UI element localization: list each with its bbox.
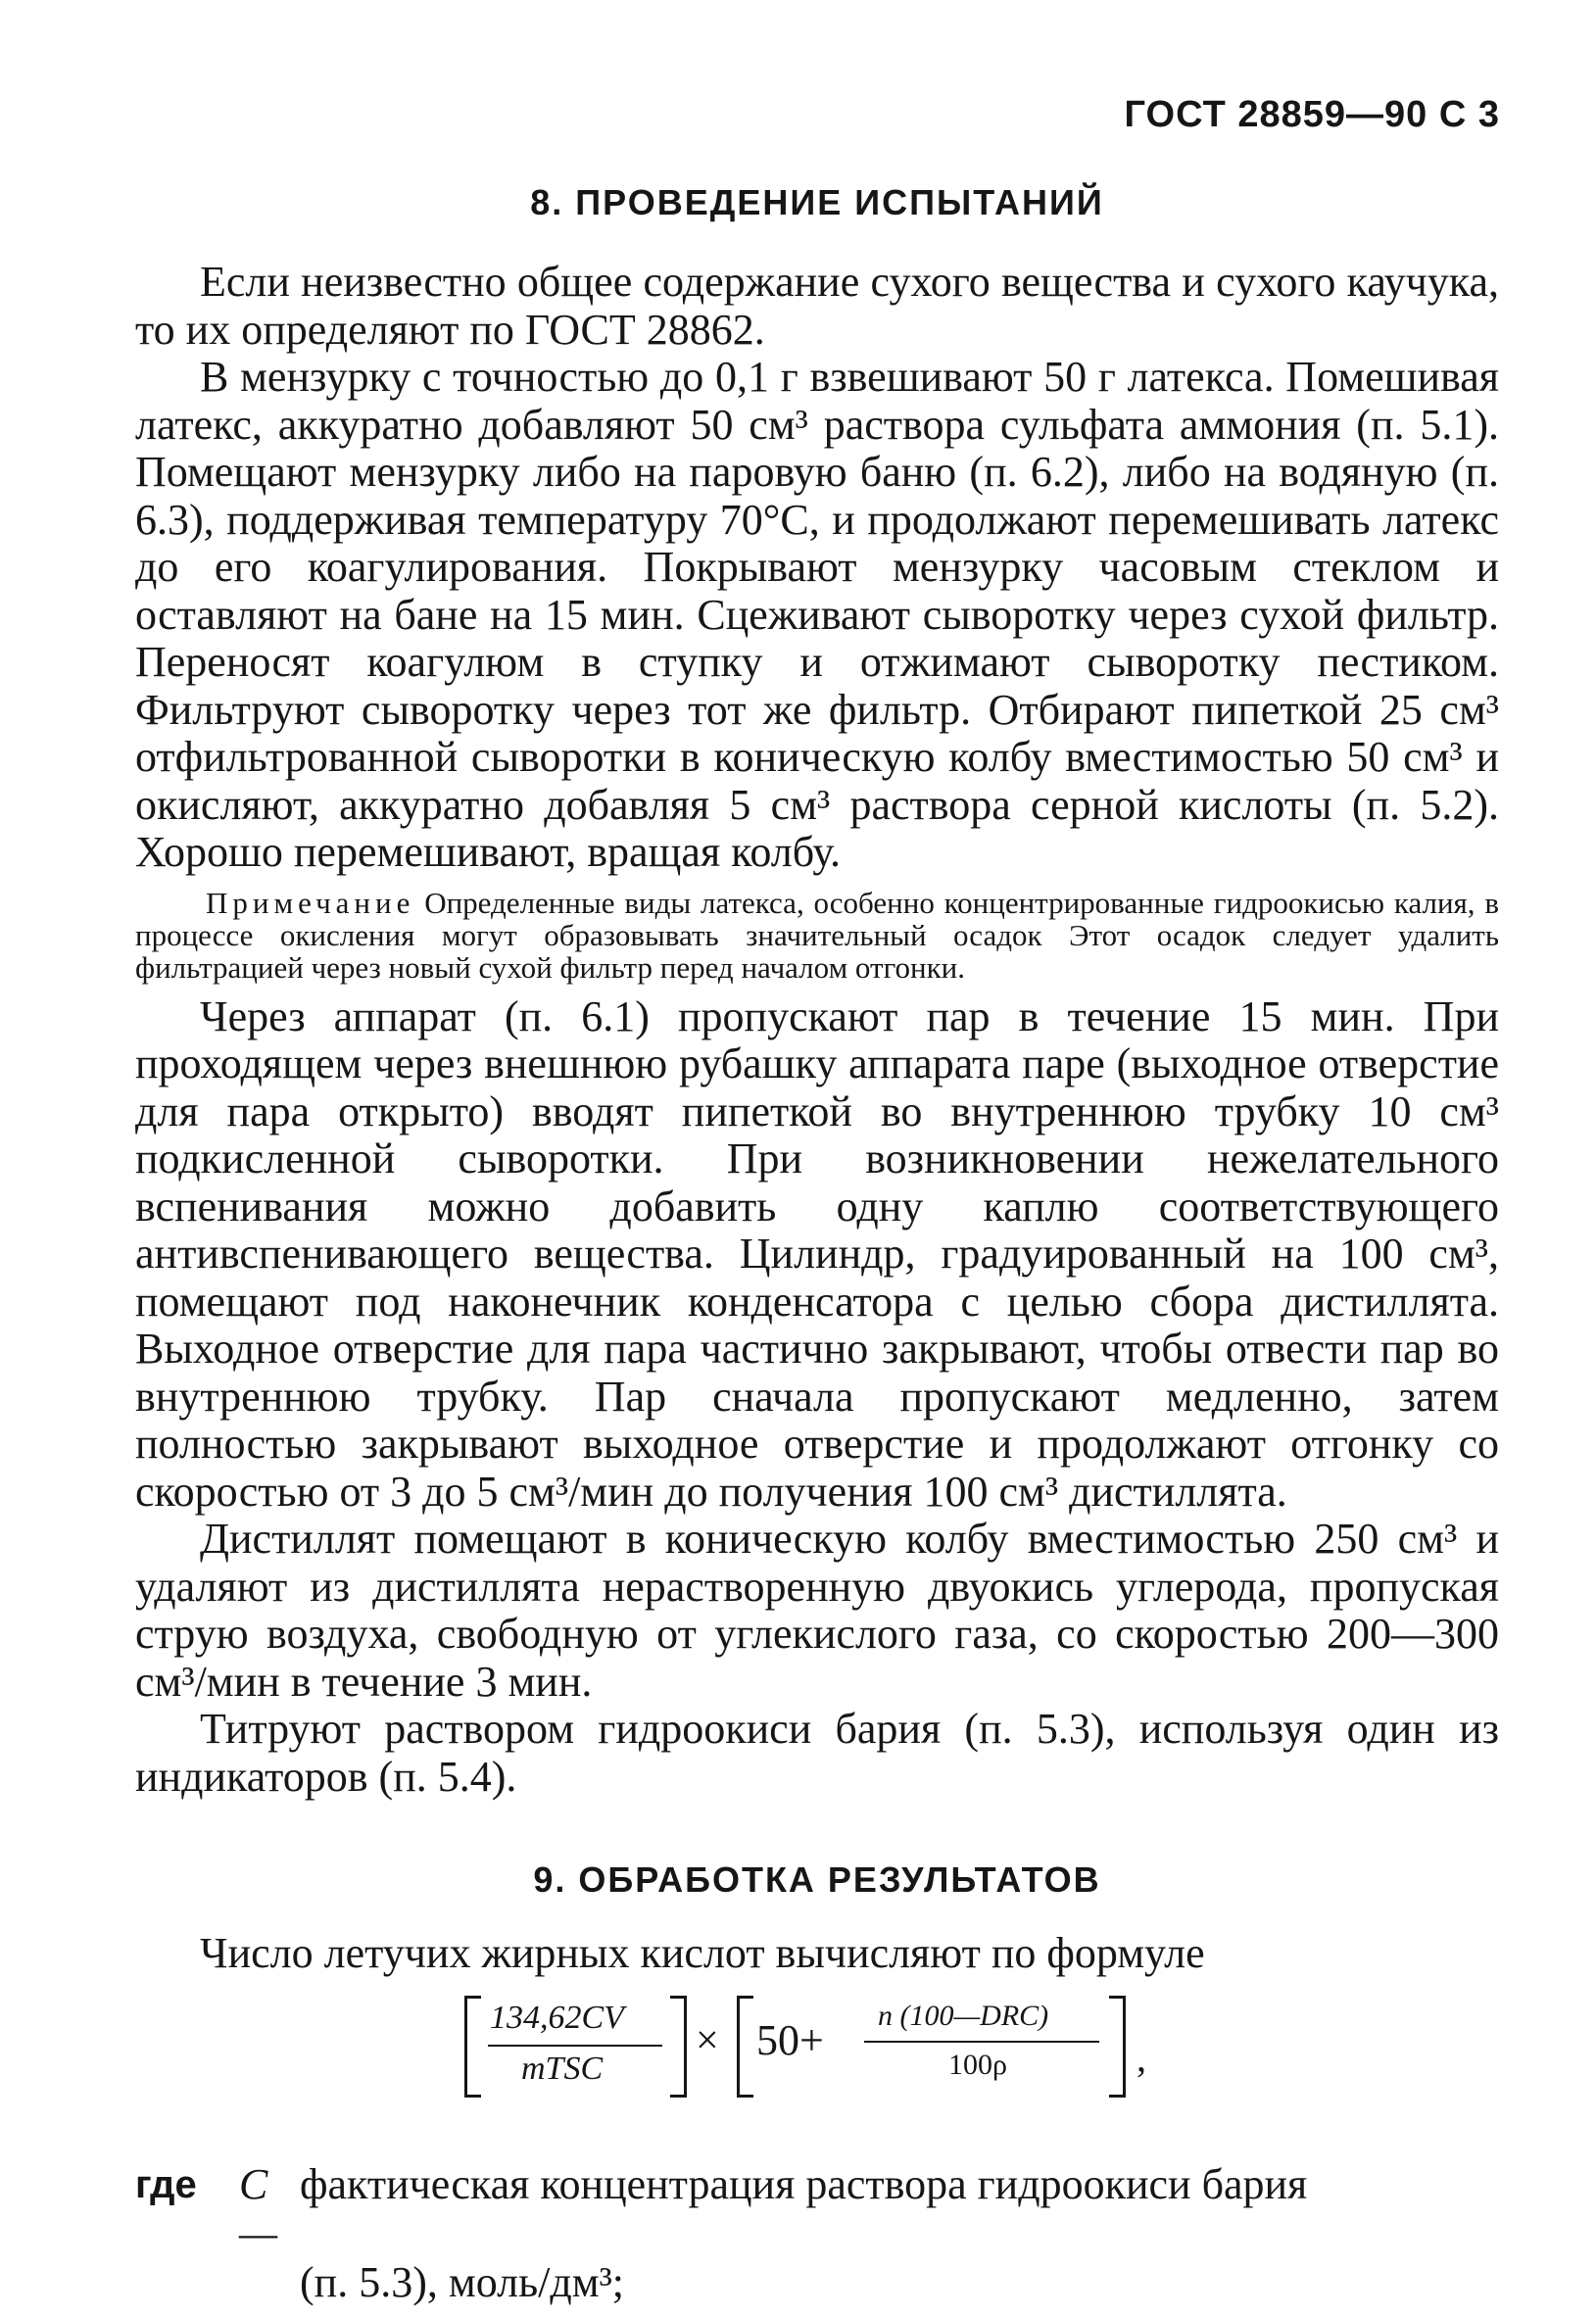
formula-trailing-comma: , [1137,2035,1146,2080]
formula-numerator-1: 134,62CV [490,1999,624,2036]
variable-definitions [135,2160,1499,2307]
paragraph-dry-matter: Если неизвестно общее содержание сухого вещества и сухого каучука, то их определяют по ГОСТ 28862. [135,258,1499,354]
formula-left-bracket-1 [464,1996,481,2098]
formula-numerator-2: n (100—DRC) [878,1999,1049,2032]
variable-description: фактическая концентрация раствора гидроокиси бария [300,2159,1308,2208]
paragraph-coagulation: В мензурку с точностью до 0,1 г взвешивают 50 г латекса. Помешивая латекс, аккуратно добавляют 50 см³ раствора сульфата аммония (п. 5.1). Помещают мензурку либо на паровую баню (п. 6.2), либо на водяную (п. 6.3), поддерживая температуру 70°С, и продолжают перемешивать латекс до его коагулирования. Покрывают мензурку часовым стеклом и оставляют на бане на 15 мин. Сцеживают сыворотку через сухой фильтр. Переносят коагулюм в ступку и отжимают сыворотку пестиком. Фильтруют сыворотку через тот же фильтр. Отбирают пипеткой 25 см³ отфильтрованной сыворотки в коническую колбу вместимостью 50 см³ и окисляют, аккуратно добавляя 5 см³ раствора серной кислоты (п. 5.2). Хорошо перемешивают, вращая колбу. [135,353,1499,876]
paragraph-titration: Титруют раствором гидроокиси бария (п. 5.3), используя один из индикаторов (п. 5.4). [135,1705,1499,1801]
variable-description-continued: (п. 5.3), моль/дм³; [300,2257,625,2306]
paragraph-co2-removal: Дистиллят помещают в коническую колбу вместимостью 250 см³ и удаляют из дистиллята нерастворенную двуокись углерода, пропуская струю воздуха, свободную от углекислого газа, со скоростью 200—300 см³/мин в течение 3 мин. [135,1515,1499,1706]
paragraph-distillation: Через аппарат (п. 6.1) пропускают пар в течение 15 мин. При проходящем через внешнюю рубашку аппарата паре (выходное отверстие для пара открыто) вводят пипеткой во внутреннюю трубку 10 см³ подкисленной сыворотки. При возникновении нежелательного вспенивания можно добавить одну каплю соответствующего антивспенивающего вещества. Цилиндр, градуированный на 100 см³, помещают под наконечник конденсатора с целью сбора дистиллята. Выходное отверстие для пара частично закрывают, чтобы отвести пар во внутреннюю трубку. Пар сначала пропускают медленно, затем полностью закрывают выходное отверстие и продолжают отгонку со скоростью от 3 до 5 см³/мин до получения 100 см³ дистиллята. [135,991,1499,1516]
where-label: где [135,2162,197,2206]
page-header-doc-ref: ГОСТ 28859—90 С 3 [1124,94,1500,135]
formula-constant: 50+ [756,2015,824,2064]
document-body [135,182,1499,2307]
formula [135,1980,1499,2127]
variable-symbol: С — [239,2159,278,2257]
formula-times-sign: × [696,2017,719,2063]
formula-right-bracket-2 [1109,1996,1126,2098]
section-8-heading: 8. ПРОВЕДЕНИЕ ИСПЫТАНИЙ [530,182,1104,222]
note-text: Определенные виды латекса, особенно концентрированные гидроокисью калия, в процессе окисления могут образовывать значительный осадок Этот осадок следует удалить фильтрацией через новый сухой фильтр перед началом отгонки. [135,885,1500,985]
formula-left-bracket-2 [737,1996,753,2098]
formula-right-bracket-1 [670,1996,687,2098]
formula-denominator-2: 100ρ [948,2048,1007,2081]
formula-fraction-bar-2 [864,2041,1099,2043]
formula-denominator-1: mTSC [521,2050,604,2087]
formula-intro: Число летучих жирных кислот вычисляют по формуле [200,1929,1205,1977]
variable-definition-row [135,2160,1499,2258]
formula-fraction-bar-1 [488,2045,662,2047]
note-label: Примечание [206,885,415,920]
section-9-heading: 9. ОБРАБОТКА РЕЗУЛЬТАТОВ [533,1859,1101,1900]
note-block [135,887,1499,984]
